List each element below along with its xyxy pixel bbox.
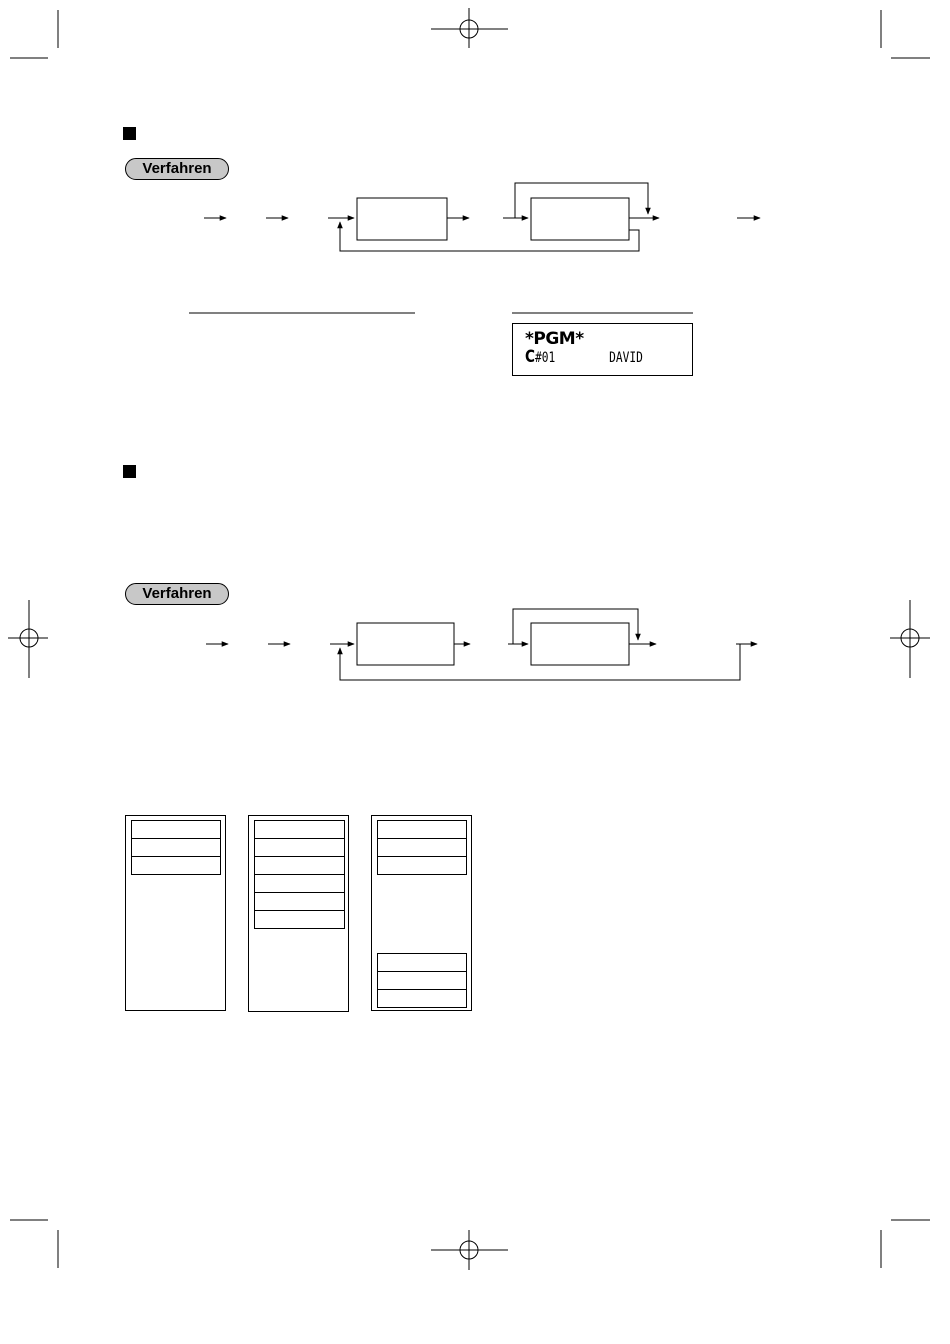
column-3-cell-5 <box>377 971 467 990</box>
display-prefix: C <box>525 347 535 367</box>
column-2-cell-5 <box>254 892 345 911</box>
display-name: DAVID <box>609 350 643 366</box>
column-2-cell-3 <box>254 856 345 875</box>
column-3-cell-6 <box>377 989 467 1008</box>
flow-diagram-1 <box>204 183 760 251</box>
display-code: #01 <box>534 350 556 366</box>
column-2-cell-2 <box>254 838 345 857</box>
column-1-cell-3 <box>131 856 221 875</box>
display-line-1: *PGM* <box>525 329 584 349</box>
column-box-2 <box>248 815 349 1012</box>
crop-marks <box>10 10 930 1268</box>
column-2-cell-6 <box>254 910 345 929</box>
column-3-cell-3 <box>377 856 467 875</box>
flow-diagram-2 <box>206 609 757 680</box>
column-3-cell-1 <box>377 820 467 839</box>
column-2-cell-1 <box>254 820 345 839</box>
column-2-cell-4 <box>254 874 345 893</box>
column-3-cell-4 <box>377 953 467 972</box>
display-sample <box>512 323 693 376</box>
display-line-2 <box>525 347 643 367</box>
column-box-3 <box>371 815 472 1011</box>
column-box-1 <box>125 815 226 1011</box>
registration-marks <box>8 8 930 1270</box>
column-1-cell-1 <box>131 820 221 839</box>
procedure-label-1: Verfahren <box>125 158 229 180</box>
section-bullet-2 <box>123 465 136 478</box>
column-1-cell-2 <box>131 838 221 857</box>
procedure-label-2: Verfahren <box>125 583 229 605</box>
section-bullet-1 <box>123 127 136 140</box>
column-3-cell-2 <box>377 838 467 857</box>
